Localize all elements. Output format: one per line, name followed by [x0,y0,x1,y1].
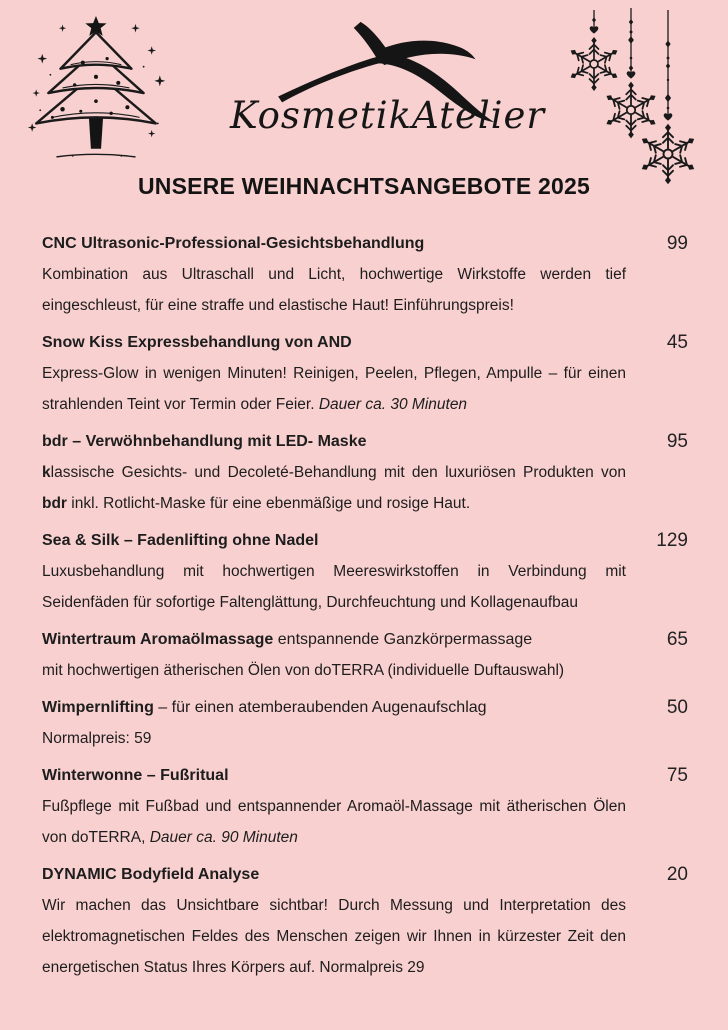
text-run: k [42,464,51,481]
offer-list [42,228,688,989]
offer-name [42,859,626,890]
offer-item [42,624,688,686]
text-run: entspannende Ganzkörpermassage [273,631,533,648]
offer-name [42,228,626,259]
page-title: UNSERE WEIHNACHTSANGEBOTE 2025 [137,173,591,199]
offer-name [42,760,626,791]
text-run: inkl. Rotlicht-Maske für eine ebenmäßige und rosige Haut. [66,495,471,512]
offer-price: 129 [656,530,688,551]
offer-name [42,327,626,358]
text-run: DYNAMIC Bodyfield Analyse [42,866,260,883]
text-run: Fußpflege mit Fußbad und entspannender Aromaöl-Massage mit ätherischen Ölen von doTERRA, [42,798,626,846]
offer-name [42,426,626,457]
offer-price: 75 [666,765,688,786]
text-run: Dauer ca. 30 Minuten [318,396,468,413]
offer-name [42,692,626,723]
text-run: lassische Gesichts- und Decoleté-Behandlung mit den luxuriösen Produkten von [50,464,626,481]
logo-text: KosmetikAtelier [230,94,546,137]
offer-item [42,426,688,519]
offer-item [42,692,688,754]
offer-description [42,457,626,519]
offer-price: 99 [666,233,688,254]
offer-price: 45 [666,332,688,353]
offer-price: 50 [666,697,688,718]
text-run: – für einen atemberaubenden Augenaufschlag [158,699,487,716]
text-run: Wimpernlifting [42,699,159,716]
offer-description [42,358,626,420]
text-run: CNC Ultrasonic-Professional-Gesichtsbehandlung [42,235,425,252]
text-run: Dauer ca. 90 Minuten [149,829,298,846]
offer-name [42,525,626,556]
snowflake-ornaments-icon [560,6,712,184]
offer-item [42,525,688,618]
text-run: Wir machen das Unsichtbare sichtbar! Durch Messung und Interpretation des elektromagnetischen Feldes des Menschen zeigen wir Ihnen in kürzester Zeit den energetischen Status Ihres Körpers auf. Normalpreis 29 [42,897,626,976]
offer-price: 95 [666,431,688,452]
logo [204,18,546,137]
text-run: Wintertraum Aromaölmassage [42,631,274,648]
text-run: Luxusbehandlung mit hochwertigen Meereswirkstoffen in Verbindung mit Seidenfäden für sofortige Faltenglättung, Durchfeuchtung und Kollagenaufbau [42,563,626,611]
offer-item [42,228,688,321]
text-run: Kombination aus Ultraschall und Licht, hochwertige Wirkstoffe werden tief eingeschleust, für eine straffe und elastische Haut! Einführungspreis! [42,266,626,314]
text-run: Normalpreis: 59 [42,730,152,747]
text-run: Snow Kiss Expressbehandlung von AND [42,334,352,351]
text-run: bdr – Verwöhnbehandlung mit LED- Maske [42,433,367,450]
offer-price: 20 [666,864,688,885]
offer-price: 65 [666,629,688,650]
text-run: mit hochwertigen ätherischen Ölen von doTERRA (individuelle Duftauswahl) [42,662,565,679]
offer-description [42,655,626,686]
offer-description [42,791,626,853]
text-run: Express-Glow in wenigen Minuten! Reinigen, Peelen, Pflegen, Ampulle – für einen strahlenden Teint vor Termin oder Feier. [42,365,626,413]
offer-name [42,624,626,655]
offer-item [42,327,688,420]
offer-description [42,890,626,983]
christmas-tree-icon [22,14,174,166]
offer-description [42,556,626,618]
offer-description [42,723,626,754]
offer-description [42,259,626,321]
text-run: bdr [42,495,67,512]
text-run: Sea & Silk – Fadenlifting ohne Nadel [42,532,319,549]
text-run: Winterwonne – Fußritual [42,767,229,784]
offer-item [42,760,688,853]
offer-item [42,859,688,983]
